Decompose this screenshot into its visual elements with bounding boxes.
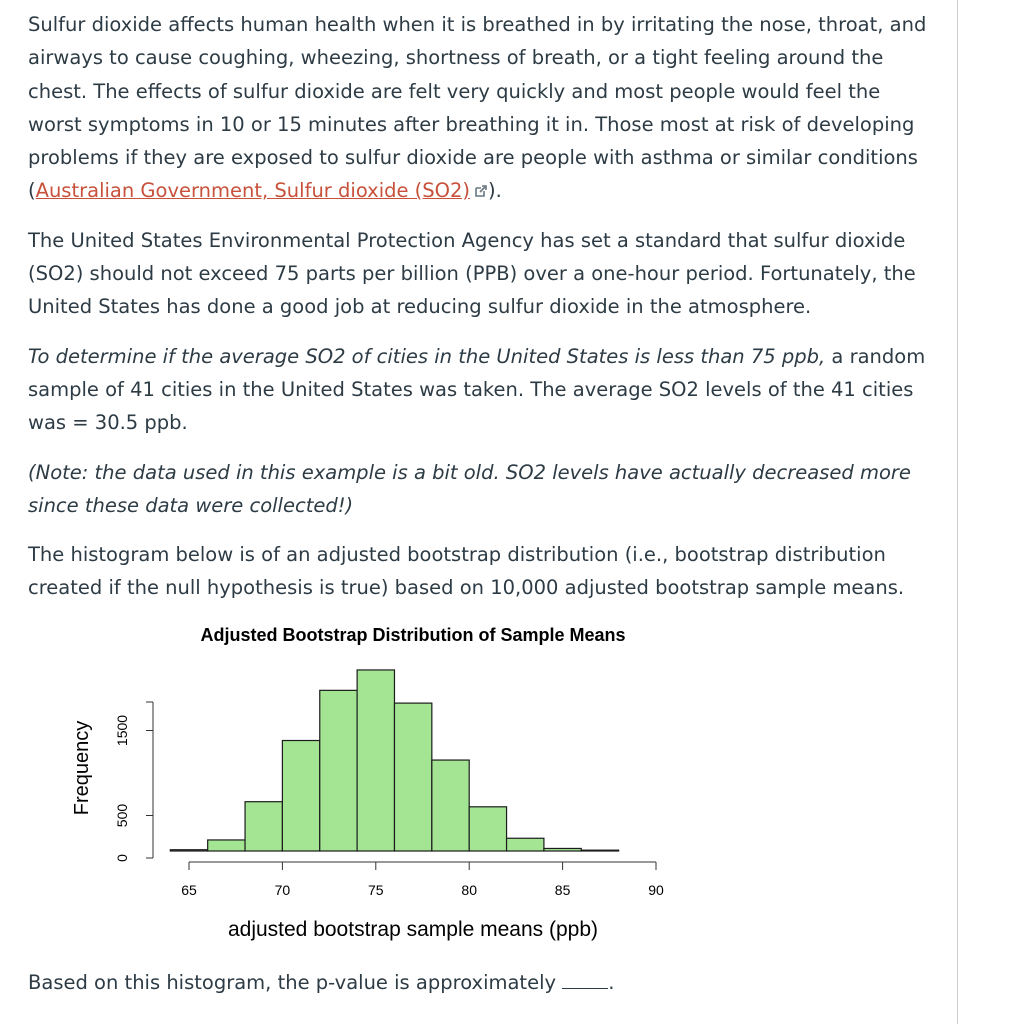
x-tick-label: 90 — [648, 882, 664, 898]
histogram-bar — [581, 850, 618, 851]
x-tick-label: 75 — [368, 882, 384, 898]
histogram-bar — [507, 838, 544, 851]
histogram-bar — [394, 703, 431, 851]
paragraph-histogram-intro: The histogram below is of an adjusted bootstrap distribution (i.e., bootstrap distribution created if the null hypothesis is true) based on 10,000 adjusted bootstrap sample means. — [28, 543, 905, 600]
histogram-bar — [544, 848, 581, 851]
x-tick-label: 65 — [181, 882, 197, 898]
australian-government-link[interactable]: Australian Government, Sulfur dioxide (SO2) — [35, 179, 471, 203]
final-question: Based on this histogram, the p-value is approximately . — [28, 971, 615, 994]
histogram-bar — [357, 670, 394, 851]
paragraph-note: (Note: the data used in this example is a bit old. SO2 levels have actually decreased more since these data were collected!) — [28, 460, 911, 517]
histogram-bar — [208, 840, 245, 851]
y-tick-label: 1500 — [114, 714, 130, 747]
answer-blank[interactable] — [562, 974, 608, 989]
question-content — [28, 8, 928, 617]
histogram-bar — [170, 850, 207, 851]
y-tick-label: 0 — [114, 854, 130, 862]
paragraph-epa-standard: The United States Environmental Protection Agency has set a standard that sulfur dioxide (SO2) should not exceed 75 parts per billion (PPB) over a one-hour period. Fortunately, the United States has done a good job at reducing sulfur dioxide in the atmosphere. — [28, 228, 916, 319]
histogram-bar — [432, 760, 469, 851]
y-axis-label: Frequency — [71, 720, 93, 816]
histogram-bar — [320, 690, 357, 851]
histogram-bar — [469, 807, 506, 851]
paragraph-sample: To determine if the average SO2 of cities in the United States is less than 75 ppb, a random sample of 41 cities in the United States was taken. The average SO2 levels of the 41 cities was = 30.5 ppb. — [28, 344, 926, 435]
histogram-bar — [245, 802, 282, 851]
x-tick-label: 70 — [274, 882, 291, 898]
histogram-bar — [282, 741, 319, 852]
chart-title: Adjusted Bootstrap Distribution of Sample Means — [200, 625, 626, 645]
paragraph-health-effects: Sulfur dioxide affects human health when it is breathed in by irritating the nose, throat, and airways to cause coughing, wheezing, shortness of breath, or a tight feeling around the chest. The effects of sulfur dioxide are felt very quickly and most people would feel the worst symptoms in 10 or 15 minutes after breathing it in. Those most at risk of developing problems if they are exposed to sulfur dioxide are people with asthma or similar conditions (Australian Government, Sulfur dioxide (SO2) ). — [28, 13, 927, 203]
external-link-icon — [474, 184, 488, 198]
x-axis-label: adjusted bootstrap sample means (ppb) — [227, 918, 599, 941]
x-tick-label: 85 — [554, 882, 571, 898]
y-tick-label: 500 — [114, 803, 130, 828]
right-divider — [957, 0, 958, 1024]
x-tick-label: 80 — [461, 882, 477, 898]
